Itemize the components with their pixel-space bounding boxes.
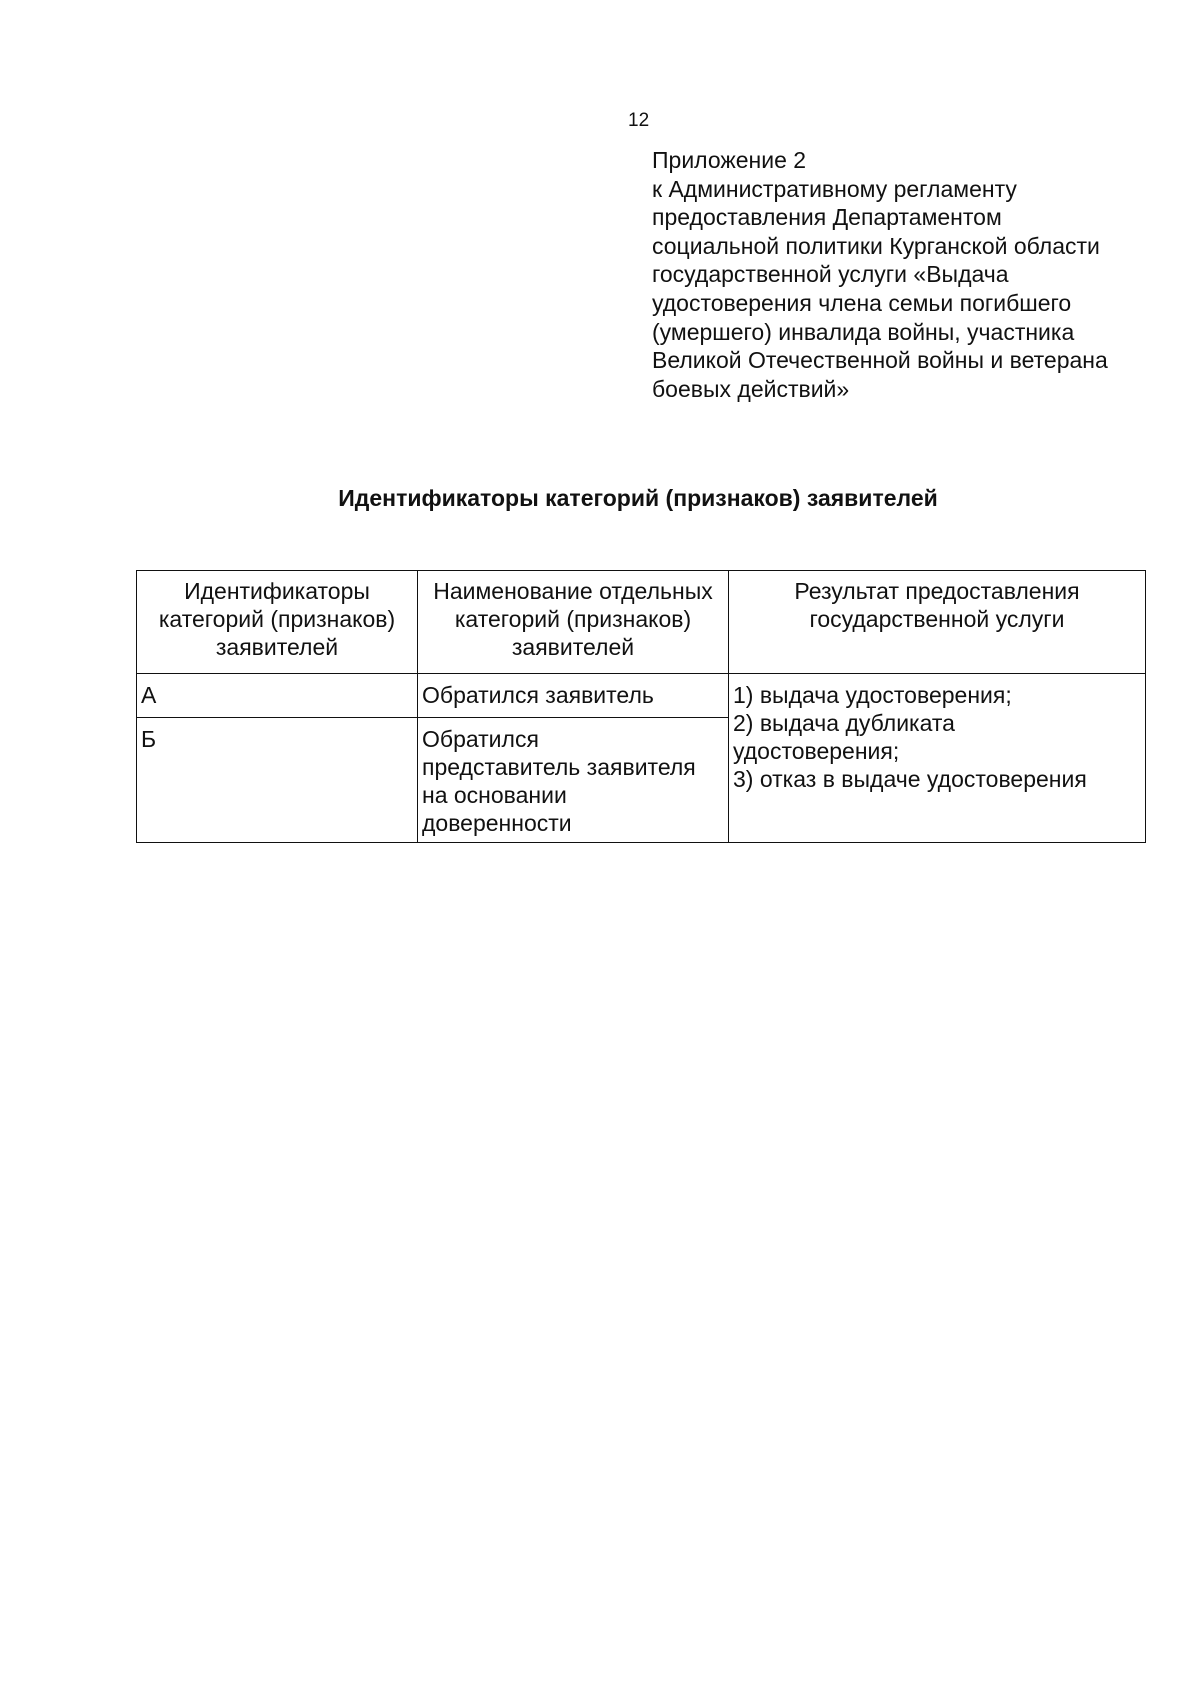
page-number: 12 (628, 110, 650, 131)
appendix-line: боевых действий» (652, 375, 850, 402)
cell-identifier: А (137, 674, 418, 718)
categories-table (136, 570, 1146, 843)
appendix-line: предоставления Департаментом (652, 204, 1002, 231)
cell-category-name: Обратился заявитель (418, 674, 729, 718)
table-header-row (137, 571, 1146, 674)
appendix-header (652, 146, 1172, 403)
header-result: Результат предоставления государственной услуги (729, 571, 1146, 674)
header-identifiers: Идентификаторы категорий (признаков) заявителей (137, 571, 418, 674)
appendix-line: социальной политики Курганской области (652, 232, 1100, 259)
cell-result: 1) выдача удостоверения; 2) выдача дубликата удостоверения; 3) отказ в выдаче удостоверения (729, 674, 1146, 843)
appendix-line: (умершего) инвалида войны, участника (652, 318, 1075, 345)
document-title: Идентификаторы категорий (признаков) заявителей (338, 485, 938, 511)
appendix-line: государственной услуги «Выдача (652, 261, 1009, 288)
cell-identifier: Б (137, 718, 418, 843)
appendix-line: к Административному регламенту (652, 175, 1017, 202)
header-category-name: Наименование отдельных категорий (признаков) заявителей (418, 571, 729, 674)
appendix-line: удостоверения члена семьи погибшего (652, 289, 1072, 316)
appendix-line: Приложение 2 (652, 147, 807, 173)
appendix-line: Великой Отечественной войны и ветерана (652, 347, 1108, 374)
table-row (137, 674, 1146, 718)
cell-category-name: Обратился представитель заявителя на основании доверенности (418, 718, 729, 843)
